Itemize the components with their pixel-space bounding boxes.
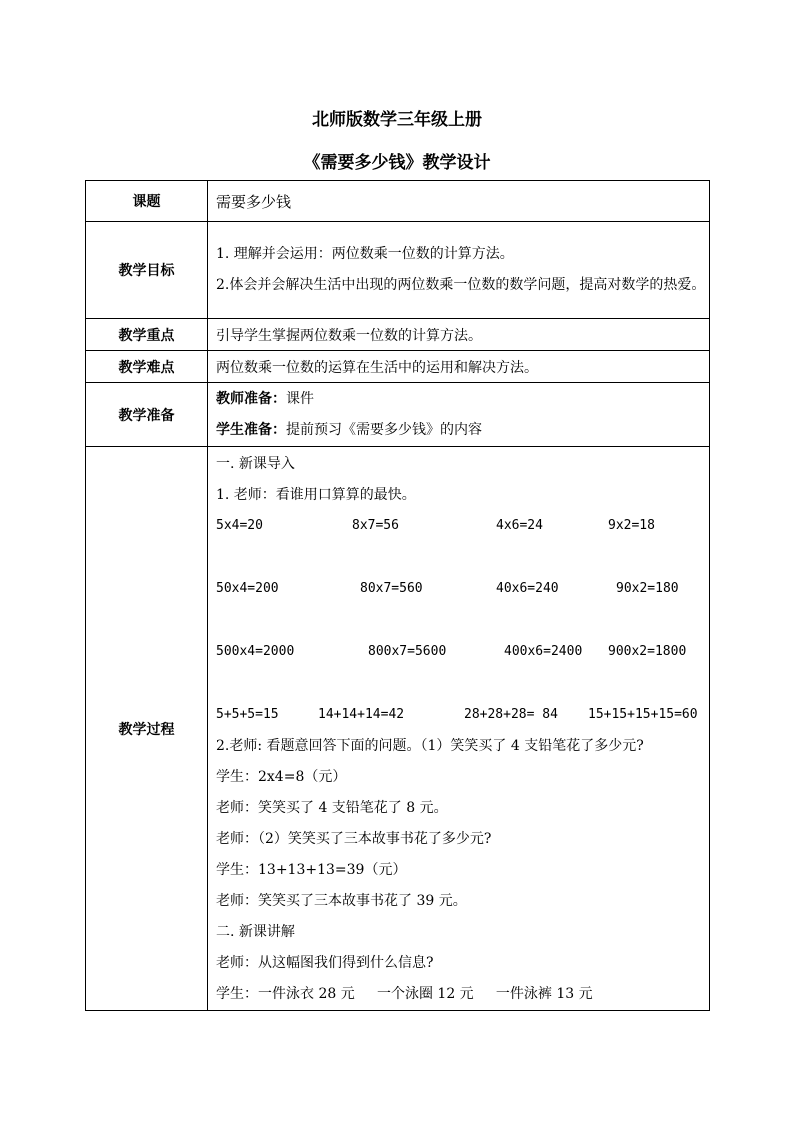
teacher-prep-value: 课件 <box>286 390 314 407</box>
formula: 28+28+28= 84 <box>464 707 558 722</box>
formula: 8x7=56 <box>352 518 399 533</box>
formula: 50x4=200 <box>216 581 279 596</box>
section-lecture-heading: 二. 新课讲解 <box>216 924 295 940</box>
dialogue-line: 老师：笑笑买了三本故事书花了 39 元。 <box>216 893 467 909</box>
formula: 800x7=5600 <box>368 644 447 659</box>
formula: 5x4=20 <box>216 518 263 533</box>
formula: 400x6=2400 <box>504 644 583 659</box>
formula: 80x7=560 <box>360 581 423 596</box>
formula-row-3 <box>216 637 709 668</box>
topic-value: 需要多少钱 <box>208 181 710 222</box>
document-subtitle: 《需要多少钱》教学设计 <box>303 153 491 173</box>
dialogue-line: 学生：13+13+13=39（元） <box>216 862 407 878</box>
dialogue-line: 学生：一件泳衣 28 元 一个泳圈 12 元 一件泳裤 13 元 <box>216 986 593 1002</box>
formula: 900x2=1800 <box>608 644 687 659</box>
student-prep-value: 提前预习《需要多少钱》的内容 <box>286 421 482 438</box>
dialogue-line: 学生：2x4=8（元） <box>216 769 347 785</box>
dialogue-line: 2.老师: 看题意回答下面的问题。（1）笑笑买了 4 支铅笔花了多少元? <box>216 738 644 754</box>
dialogue-line: 老师：（2）笑笑买了三本故事书花了多少元? <box>216 831 492 847</box>
lesson-plan-table <box>85 180 710 1011</box>
key-value: 引导学生掌握两位数乘一位数的计算方法。 <box>208 319 710 351</box>
formula-row-4 <box>216 700 709 731</box>
goal-item-2: 2.体会并会解决生活中出现的两位数乘一位数的数学问题，提高对数学的热爱。 <box>216 277 706 293</box>
document-title: 北师版数学三年级上册 <box>312 110 482 130</box>
formula-row-1 <box>216 511 709 542</box>
row-prep <box>86 383 710 447</box>
intro-text: 1. 老师：看谁用口算算的最快。 <box>216 487 416 503</box>
formula: 90x2=180 <box>616 581 679 596</box>
formula: 4x6=24 <box>496 518 543 533</box>
key-label: 教学重点 <box>86 319 208 351</box>
section-intro-heading: 一. 新课导入 <box>216 456 295 472</box>
dialogue-line: 老师：笑笑买了 4 支铅笔花了 8 元。 <box>216 800 448 816</box>
goals-value <box>208 222 710 319</box>
goals-label: 教学目标 <box>86 222 208 319</box>
process-label: 教学过程 <box>86 447 208 1011</box>
prep-value <box>208 383 710 447</box>
formula: 5+5+5=15 <box>216 707 279 722</box>
prep-label: 教学准备 <box>86 383 208 447</box>
dialogue-line: 老师：从这幅图我们得到什么信息? <box>216 955 434 971</box>
process-value <box>208 447 710 1011</box>
topic-label: 课题 <box>86 181 208 222</box>
student-prep-label: 学生准备： <box>216 421 286 438</box>
difficulty-label: 教学难点 <box>86 351 208 383</box>
row-goals <box>86 222 710 319</box>
teacher-prep-label: 教师准备： <box>216 390 286 407</box>
formula: 14+14+14=42 <box>318 707 405 722</box>
formula: 15+15+15+15=60 <box>588 707 698 722</box>
row-topic <box>86 181 710 222</box>
goal-item-1: 1. 理解并会运用：两位数乘一位数的计算方法。 <box>216 246 514 262</box>
formula-row-2 <box>216 574 709 605</box>
formula: 500x4=2000 <box>216 644 295 659</box>
row-difficulty <box>86 351 710 383</box>
formula: 40x6=240 <box>496 581 559 596</box>
row-process <box>86 447 710 1011</box>
formula: 9x2=18 <box>608 518 655 533</box>
row-key <box>86 319 710 351</box>
difficulty-value: 两位数乘一位数的运算在生活中的运用和解决方法。 <box>208 351 710 383</box>
